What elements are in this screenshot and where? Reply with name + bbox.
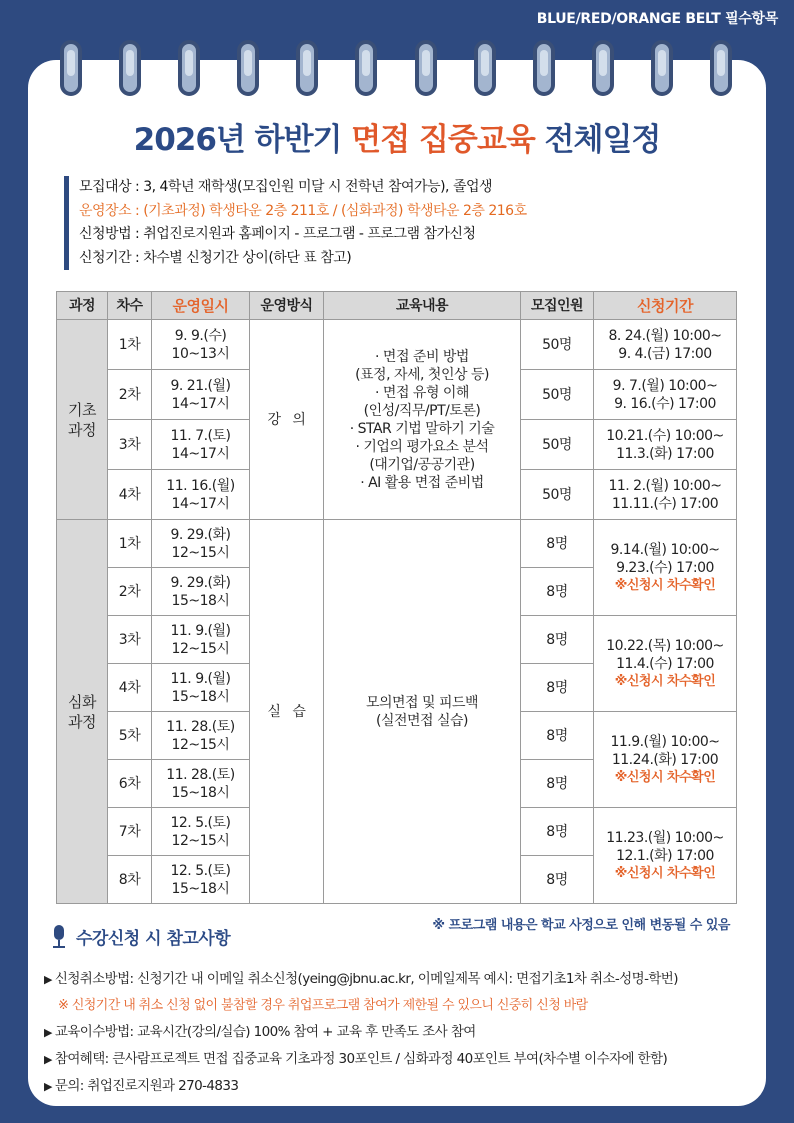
period-text: 10.22.(목) 10:00~ 11.4.(수) 17:00	[606, 637, 724, 672]
reference-item	[44, 1073, 764, 1100]
binder-ring	[710, 40, 732, 96]
reference-text: ※ 신청기간 내 취소 신청 없이 불참할 경우 취업프로그램 참여가 제한될 수 있으니 신중히 신청 바람	[58, 998, 588, 1013]
binder-ring	[178, 40, 200, 96]
capacity-cell: 8명	[521, 712, 594, 760]
binder-ring	[415, 40, 437, 96]
datetime-cell: 9. 29.(화) 12~15시	[152, 520, 250, 568]
capacity-cell: 8명	[521, 808, 594, 856]
round-cell: 3차	[108, 616, 152, 664]
period-note: ※신청시 차수확인	[614, 865, 716, 881]
round-cell: 1차	[108, 520, 152, 568]
reference-text: 교육이수방법: 교육시간(강의/실습) 100% 참여 + 교육 후 만족도 조사 참여	[54, 1024, 476, 1040]
binder-ring	[355, 40, 377, 96]
binder-ring	[237, 40, 259, 96]
period-cell	[594, 616, 737, 712]
period-text: 9.14.(월) 10:00~ 9.23.(수) 17:00	[610, 541, 720, 576]
table-row	[57, 320, 737, 370]
method-cell: 실 습	[250, 520, 324, 904]
reference-title: 수강신청 시 참고사항	[76, 929, 231, 949]
column-header: 차수	[108, 292, 152, 320]
course-cell: 기초 과정	[57, 320, 108, 520]
bullet-triangle-icon: ▶	[44, 973, 52, 986]
datetime-cell: 11. 9.(월) 12~15시	[152, 616, 250, 664]
datetime-cell: 9. 9.(수) 10~13시	[152, 320, 250, 370]
round-cell: 4차	[108, 664, 152, 712]
capacity-cell: 50명	[521, 420, 594, 470]
capacity-cell: 8명	[521, 616, 594, 664]
capacity-cell: 50명	[521, 320, 594, 370]
round-cell: 1차	[108, 320, 152, 370]
period-cell	[594, 712, 737, 808]
content-cell: · 면접 준비 방법 (표정, 자세, 첫인상 등) · 면접 유형 이해 (인성/직무/PT/토론) · STAR 기법 말하기 기술 · 기업의 평가요소 분석 (대기업/공공기관) · AI 활용 면접 준비법	[324, 320, 521, 520]
round-cell: 8차	[108, 856, 152, 904]
round-cell: 4차	[108, 470, 152, 520]
datetime-cell: 12. 5.(토) 12~15시	[152, 808, 250, 856]
datetime-cell: 11. 28.(토) 15~18시	[152, 760, 250, 808]
belt-tag: BLUE/RED/ORANGE BELT 필수항목	[536, 11, 778, 27]
binder-ring	[533, 40, 555, 96]
title-accent: 면접 집중교육	[351, 122, 535, 158]
period-note: ※신청시 차수확인	[614, 769, 716, 785]
period-text: 11.9.(월) 10:00~ 11.24.(화) 17:00	[610, 733, 720, 768]
info-block	[64, 176, 744, 270]
table-row	[57, 520, 737, 568]
bullet-triangle-icon: ▶	[44, 1026, 52, 1039]
binder-rings	[0, 40, 794, 100]
title-part1: 2026년 하반기	[133, 122, 352, 158]
datetime-cell: 11. 9.(월) 15~18시	[152, 664, 250, 712]
reference-text: 참여혜택: 큰사람프로젝트 면접 집중교육 기초과정 30포인트 / 심화과정 40포인트 부여(차수별 이수자에 한함)	[54, 1051, 668, 1067]
method-cell: 강 의	[250, 320, 324, 520]
datetime-cell: 11. 28.(토) 12~15시	[152, 712, 250, 760]
period-cell: 8. 24.(월) 10:00~ 9. 4.(금) 17:00	[594, 320, 737, 370]
page-title	[0, 114, 794, 159]
reference-heading	[50, 924, 230, 949]
info-line: 신청기간 : 차수별 신청기간 상이(하단 표 참고)	[79, 249, 352, 266]
binder-ring	[296, 40, 318, 96]
change-disclaimer: ※ 프로그램 내용은 학교 사정으로 인해 변동될 수 있음	[432, 918, 730, 933]
round-cell: 7차	[108, 808, 152, 856]
title-part2: 전체일정	[534, 122, 661, 158]
datetime-cell: 11. 7.(토) 14~17시	[152, 420, 250, 470]
period-cell	[594, 520, 737, 616]
reference-text: 문의: 취업진로지원과 270-4833	[54, 1078, 239, 1094]
round-cell: 6차	[108, 760, 152, 808]
info-line: 신청방법 : 취업진로지원과 홈페이지 - 프로그램 - 프로그램 참가신청	[79, 226, 476, 242]
capacity-cell: 8명	[521, 520, 594, 568]
binder-ring	[60, 40, 82, 96]
info-line: 운영장소 : (기초과정) 학생타운 2층 211호 / (심화과정) 학생타운 2층 216호	[79, 202, 527, 219]
round-cell: 5차	[108, 712, 152, 760]
period-cell: 11. 2.(월) 10:00~ 11.11.(수) 17:00	[594, 470, 737, 520]
reference-notes	[44, 966, 764, 1100]
column-header: 과정	[57, 292, 108, 320]
reference-item	[44, 1019, 764, 1046]
capacity-cell: 8명	[521, 664, 594, 712]
period-cell: 10.21.(수) 10:00~ 11.3.(화) 17:00	[594, 420, 737, 470]
column-header: 신청기간	[594, 292, 737, 320]
binder-ring	[119, 40, 141, 96]
binder-ring	[651, 40, 673, 96]
period-note: ※신청시 차수확인	[614, 673, 716, 689]
warning-note	[44, 993, 764, 1019]
period-text: 11.23.(월) 10:00~ 12.1.(화) 17:00	[606, 829, 724, 864]
binder-ring	[592, 40, 614, 96]
column-header: 운영방식	[250, 292, 324, 320]
period-cell	[594, 808, 737, 904]
datetime-cell: 11. 16.(월) 14~17시	[152, 470, 250, 520]
period-cell: 9. 7.(월) 10:00~ 9. 16.(수) 17:00	[594, 370, 737, 420]
microphone-icon	[50, 925, 68, 949]
capacity-cell: 50명	[521, 470, 594, 520]
datetime-cell: 9. 29.(화) 15~18시	[152, 568, 250, 616]
table-header-row	[57, 292, 737, 320]
round-cell: 3차	[108, 420, 152, 470]
info-line: 모집대상 : 3, 4학년 재학생(모집인원 미달 시 전학년 참여가능), 졸업생	[79, 179, 493, 195]
reference-item	[44, 1046, 764, 1073]
datetime-cell: 9. 21.(월) 14~17시	[152, 370, 250, 420]
bullet-triangle-icon: ▶	[44, 1053, 52, 1066]
capacity-cell: 8명	[521, 760, 594, 808]
period-note: ※신청시 차수확인	[614, 577, 716, 593]
column-header: 교육내용	[324, 292, 521, 320]
bullet-triangle-icon: ▶	[44, 1080, 52, 1093]
column-header: 운영일시	[152, 292, 250, 320]
course-cell: 심화 과정	[57, 520, 108, 904]
capacity-cell: 8명	[521, 568, 594, 616]
round-cell: 2차	[108, 568, 152, 616]
column-header: 모집인원	[521, 292, 594, 320]
schedule-table	[56, 291, 737, 904]
capacity-cell: 50명	[521, 370, 594, 420]
capacity-cell: 8명	[521, 856, 594, 904]
round-cell: 2차	[108, 370, 152, 420]
datetime-cell: 12. 5.(토) 15~18시	[152, 856, 250, 904]
reference-text: 신청취소방법: 신청기간 내 이메일 취소신청(yeing@jbnu.ac.kr, 이메일제목 예시: 면접기초1차 취소-성명-학번)	[54, 971, 678, 987]
binder-ring	[474, 40, 496, 96]
reference-item	[44, 966, 764, 993]
content-cell: 모의면접 및 피드백 (실전면접 실습)	[324, 520, 521, 904]
